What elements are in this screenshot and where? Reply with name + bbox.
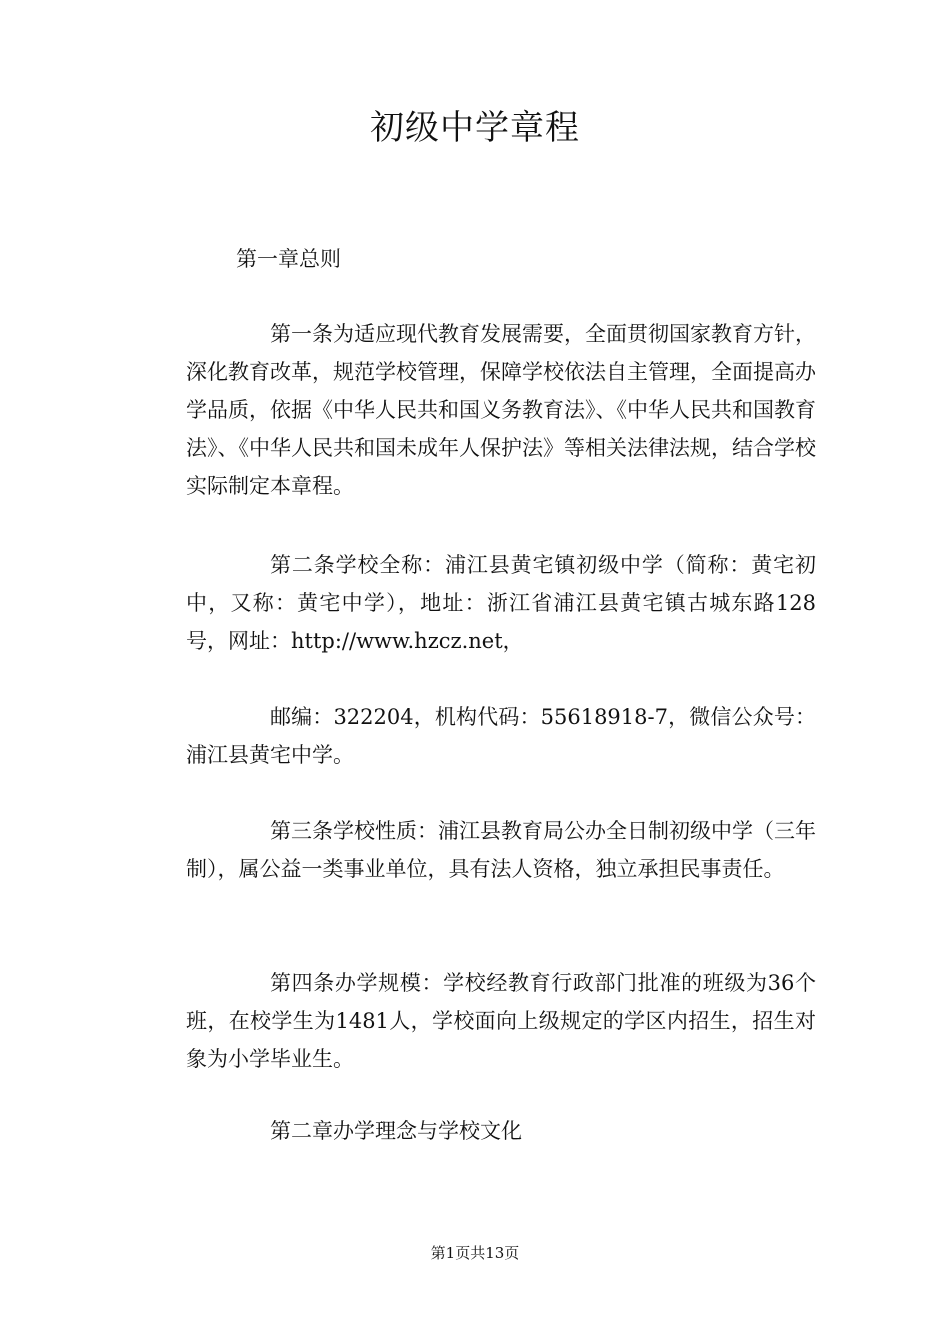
paragraph-article-4: 第四条办学规模：学校经教育行政部门批准的班级为36个班，在校学生为1481人，学校面向上级规定的学区内招生，招生对象为小学毕业生。 [186, 971, 816, 1071]
chapter-heading-2: 第二章办学理念与学校文化 [270, 1119, 522, 1143]
chapter-heading-1: 第一章总则 [236, 247, 341, 271]
document-title: 初级中学章程 [370, 108, 580, 148]
paragraph-article-3: 第三条学校性质：浦江县教育局公办全日制初级中学（三年制），属公益一类事业单位，具有法人资格，独立承担民事责任。 [186, 819, 816, 881]
paragraph-article-2: 第二条学校全称：浦江县黄宅镇初级中学（简称：黄宅初中，又称：黄宅中学），地址：浙江省浦江县黄宅镇古城东路128号，网址：http://www.hzcz.net， [186, 553, 816, 653]
page-number-footer: 第1页共13页 [430, 1244, 520, 1262]
paragraph-article-1: 第一条为适应现代教育发展需要，全面贯彻国家教育方针，深化教育改革，规范学校管理，保障学校依法自主管理，全面提高办学品质，依据《中华人民共和国义务教育法》、《中华人民共和国教育法》、《中华人民共和国未成年人保护法》等相关法律法规，结合学校实际制定本章程。 [186, 322, 816, 498]
paragraph-article-2-contact: 邮编：322204，机构代码：55618918-7，微信公众号：浦江县黄宅中学。 [186, 705, 816, 767]
